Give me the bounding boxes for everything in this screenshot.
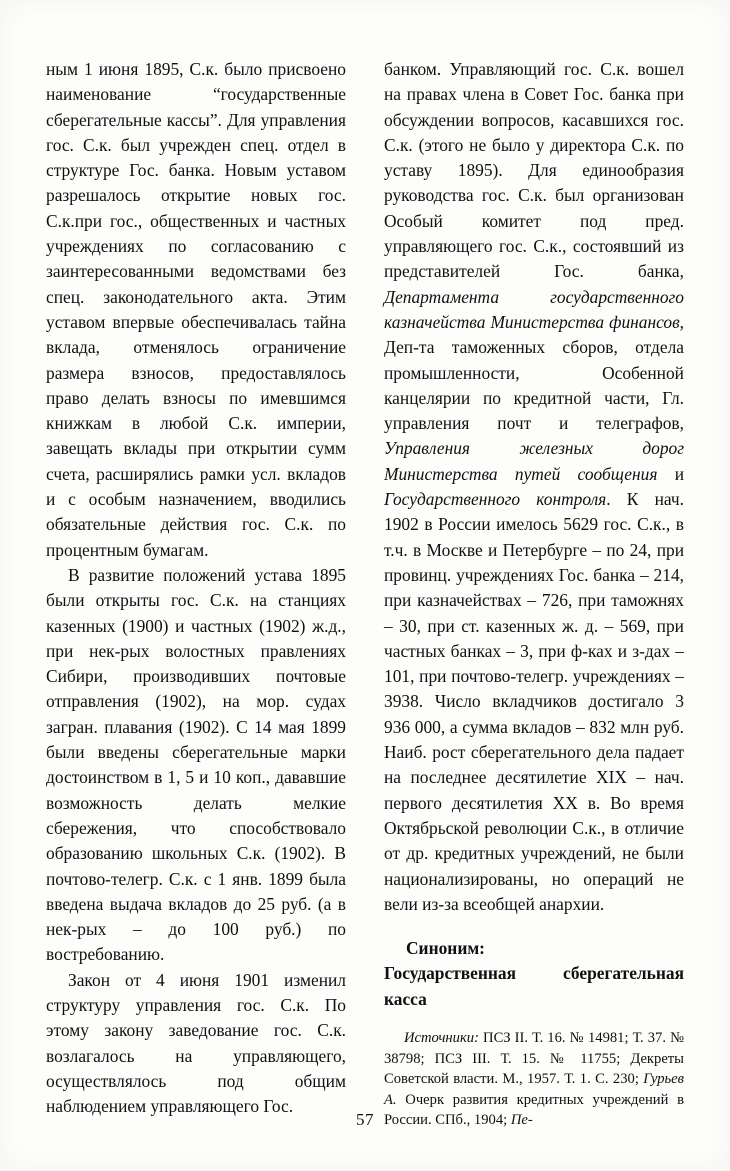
sources-author-2: Пе- (510, 1112, 533, 1129)
paragraph-left-2: В развитие положений устава 1895 были открыты гос. С.к. на станциях казенных (1900) и частных (1902) ж.д., при нек-рых волостных правлениях Сибири, производивших почтовые отправления (1902), на мор. судах загран. плавания (1902). С 14 мая 1899 были введены сберегательные марки достоинством в 1, 5 и 10 коп., дававшие возможность делать мелкие сбережения, что способствовало образованию школьных С.к. (1902). В почтово-телегр. С.к. с 1 янв. 1899 была введена выдача вкладов до 25 руб. (а в нек-рых – до 100 руб.) по востребованию. (46, 564, 346, 965)
synonym-term: Государственная сберегательная касса (384, 963, 684, 1009)
paragraph-right-1-part3: и (657, 463, 685, 484)
italic-department-treasury: Департамента государственного казначейства Министерства финансов (384, 286, 684, 332)
paragraph-right-1-part1: банком. Управляющий гос. С.к. вошел на правах члена в Совет Гос. банка при обсуждении вопросов, касавшихся гос. С.к. (этого не было у директора С.к. по уставу 1895). Для единообразия руководства гос. С.к. был организован Особый комитет под пред. управляющего гос. С.к., состоявший из представителей Гос. банка, (384, 59, 684, 282)
italic-railways-administration: Управления железных дорог Министерства путей сообщения (384, 438, 684, 484)
paragraph-right-1-part2: , Деп-та таможенных сборов, отдела промышленности, Особенной канцелярии по кредитной части, Гл. управления почт и телеграфов, (384, 311, 684, 434)
left-column (46, 57, 346, 1117)
synonym-label: Синоним: (406, 938, 485, 959)
text-columns (46, 57, 686, 1129)
paragraph-left-3: Закон от 4 июня 1901 изменил структуру управления гос. С.к. По этому закону заведование гос. С.к. возлагалось на управляющего, осуществлялось под общим наблюдением управляющего Гос. (46, 969, 346, 1117)
sources-author-1: Гурьев А. (384, 1071, 684, 1108)
italic-state-control: Государственного контроля (384, 489, 607, 510)
right-column (384, 57, 685, 1129)
page-number: 57 (356, 1110, 374, 1129)
sources-label: Источники: (404, 1029, 479, 1046)
paragraph-left-1: ным 1 июня 1895, С.к. было присвоено наименование “государственные сберегательные кассы”. Для управления гос. С.к. был учрежден спец. отдел в структуре Гос. банка. Новым уставом разрешалось открытие новых гос. С.к.при гос., общественных и частных учреждениях по согласованию с заинтересованными ведомствами без спец. законодательного акта. Этим уставом впервые обеспечивалась тайна вклада, отменялось ограничение размера взносов, предоставлялось право делать взносы по имевшимся книжкам в любой С.к. империи, завещать вклады при открытии сумм счета, расширялись рамки усл. вкладов и с особым назначением, вводились обязательные действия гос. С.к. по процентным бумагам. (46, 59, 346, 560)
paragraph-right-1-part4: . К нач. 1902 в России имелось 5629 гос. С.к., в т.ч. в Москве и Петербурге – по 24, при провинц. учреждениях Гос. банка – 214, при казначействах – 726, при таможнях – 30, при ст. казенных ж. д. – 569, при частных банках – 3, при ф-ках и з-дах – 101, при почтово-телегр. учреждениях – 3938. Число вкладчиков достигало 3 936 000, а сумма вкладов – 832 млн руб. Наиб. рост сберегательного дела падает на последнее десятилетие XIX – нач. первого десятилетия XX в. Во время Октябрьской революции С.к., в отличие от др. кредитных учреждений, не были национализированы, но операций не вели из-за всеобщей анархии. (384, 489, 684, 914)
sources-text-2: Очерк развития кредитных учреждений в России. СПб., 1904; (384, 1091, 684, 1129)
paragraph-right-1 (384, 57, 684, 917)
sources-text-1: ПСЗ II. Т. 16. № 14981; Т. 37. № 38798; ПСЗ III. Т. 15. № 11755; Декреты Советской власти. М., 1957. Т. 1. С. 230; (384, 1029, 684, 1088)
